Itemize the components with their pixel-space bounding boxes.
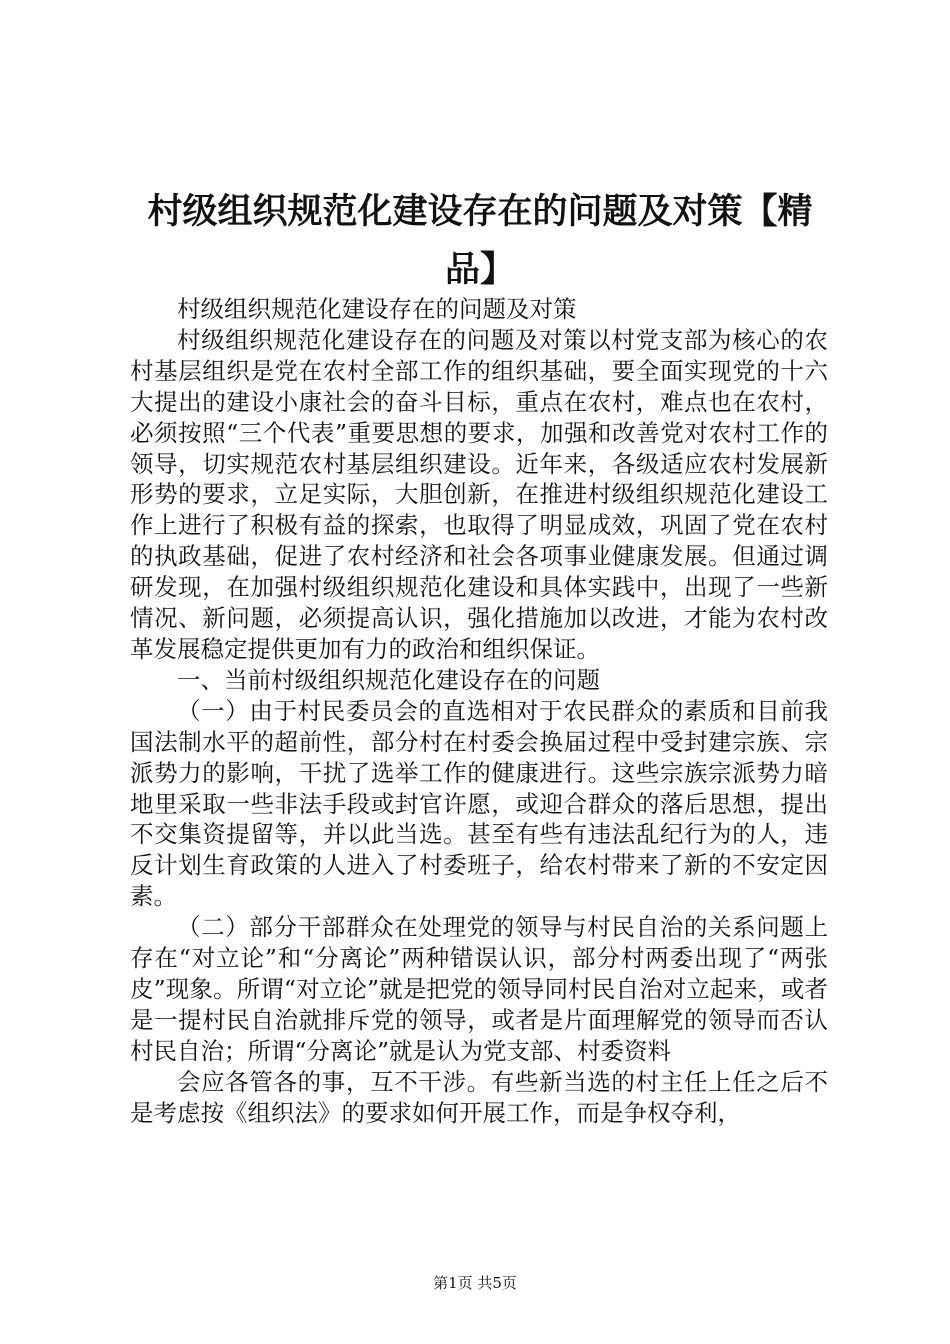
document-title: 村级组织规范化建设存在的问题及对策【精品】 [147, 191, 813, 290]
paragraph-subtitle: 村级组织规范化建设存在的问题及对策 [177, 295, 577, 323]
page-footer: 第1页 共5页 [433, 1274, 517, 1292]
paragraph-intro: 村级组织规范化建设存在的问题及对策以村党支部为核心的农村基层组织是党在农村全部工作的组织基础，要全面实现党的十六大提出的建设小康社会的奋斗目标，重点在农村，难点也在农村，必须按照“三个代表”重要思想的要求，加强和改善党对农村工作的领导，切实规范农村基层组织建设。近年来，各级适应农村发展新形势的要求，立足实际，大胆创新，在推进村级组织规范化建设工作上进行了积极有益的探索，也取得了明显成效，巩固了党在农村的执政基础，促进了农村经济和社会各项事业健康发展。但通过调研发现，在加强村级组织规范化建设和具体实践中，出现了一些新情况、新问题，必须提高认识，强化措施加以改进，才能为农村改革发展稳定提供更加有力的政治和组织保证。 [130, 325, 828, 663]
document-body [130, 294, 828, 1128]
paragraph-continuation: 会应各管各的事，互不干涉。有些新当选的村主任上任之后不是考虑按《组织法》的要求如何开展工作，而是争权夺利， [130, 1067, 828, 1127]
paragraph-point-1: （一）由于村民委员会的直选相对于农民群众的素质和目前我国法制水平的超前性，部分村在村委会换届过程中受封建宗族、宗派势力的影响，干扰了选举工作的健康进行。这些宗族宗派势力暗地里采取一些非法手段或封官许愿，或迎合群众的落后思想，提出不交集资提留等，并以此当选。甚至有些有违法乱纪行为的人，违反计划生育政策的人进入了村委班子，给农村带来了新的不安定因素。 [130, 696, 828, 911]
paragraph-point-2: （二）部分干部群众在处理党的领导与村民自治的关系问题上存在“对立论”和“分离论”两种错误认识，部分村两委出现了“两张皮”现象。所谓“对立论”就是把党的领导同村民自治对立起来，或者是一提村民自治就排斥党的领导，或者是片面理解党的领导而否认村民自治；所谓“分离论”就是认为党支部、村委资料 [130, 913, 828, 1065]
section-heading: 一、当前村级组织规范化建设存在的问题 [177, 665, 600, 694]
